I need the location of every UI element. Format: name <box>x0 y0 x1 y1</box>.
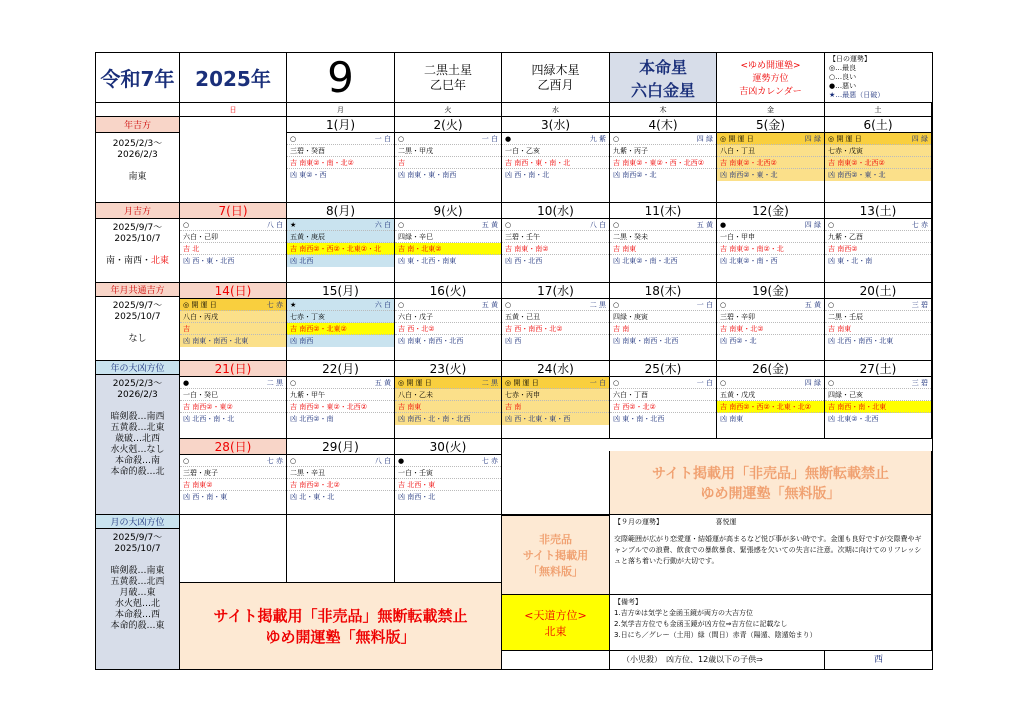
day-fortune-symbol: ● <box>398 457 405 465</box>
day-kyo: 凶 北東②・北西 <box>828 415 879 423</box>
day-fortune-symbol: ◎ 開 運 日 <box>398 379 432 387</box>
day-fortune-symbol: ○ <box>613 135 620 143</box>
legend-3: ●…悪い <box>829 82 857 90</box>
day-cell[interactable] <box>180 283 287 361</box>
day-star: 五 黄 <box>804 301 821 309</box>
year-kyo-range: 2025/2/3〜 2026/2/3 <box>112 379 163 400</box>
day-kyo: 凶 南東・南西・北東 <box>183 337 249 345</box>
day-date: 28(日) <box>180 439 286 455</box>
day-date: 19(金) <box>717 283 824 299</box>
day-kanshi: 三碧・辛卯 <box>720 313 755 321</box>
day-star: 四 緑 <box>911 135 928 143</box>
day-kanshi: 七赤・戊寅 <box>828 147 863 155</box>
day-date: 6(土) <box>825 117 931 133</box>
weekday-5: 金 <box>717 103 825 117</box>
legend-2: ○…良い <box>829 73 857 81</box>
day-kanshi: 一白・壬寅 <box>398 469 433 477</box>
day-fortune-symbol: ○ <box>828 301 835 309</box>
day-cell[interactable] <box>717 203 825 283</box>
legend-cell <box>825 53 932 103</box>
day-kanshi: 八白・丙戌 <box>183 313 218 321</box>
day-kyo: 凶 東・南・北西 <box>613 415 665 423</box>
day-kichi: 吉 南西・東・南・北 <box>505 159 571 167</box>
bottom-empty-3 <box>395 515 502 583</box>
remarks-2: 2.気学吉方位でも金函玉鏡が凶方位⇒吉方位に記載なし <box>614 620 788 628</box>
day-kichi: 吉 南西②・東② <box>183 403 233 411</box>
day-kyo: 凶 南西②・北 <box>613 171 657 179</box>
weekday-6: 土 <box>825 103 932 117</box>
day-fortune-symbol: ○ <box>613 379 620 387</box>
tendo-dir: 北東 <box>544 624 567 638</box>
remarks-cell <box>610 595 932 651</box>
day-star: 八 白 <box>266 221 283 229</box>
day-star: 二 黒 <box>589 301 606 309</box>
day-cell[interactable] <box>825 117 932 203</box>
honmei-cell <box>610 53 717 103</box>
day-fortune-symbol: ● <box>720 221 727 229</box>
day-kyo: 凶 南西・北 <box>398 493 436 501</box>
day-fortune-symbol: ○ <box>183 457 190 465</box>
day-kyo: 凶 東②・西 <box>290 171 327 179</box>
day-kanshi: 二黒・癸未 <box>613 233 648 241</box>
watermark-2b: サイト掲載用 <box>522 549 589 562</box>
year-kichi-label: 年吉方 <box>96 117 180 133</box>
day-kichi: 吉 <box>183 325 190 333</box>
month-kichi-label: 月吉方 <box>96 203 180 219</box>
year-range: 2025/2/3〜 2026/2/3 <box>112 139 163 160</box>
day-cell[interactable] <box>395 283 502 361</box>
day-kanshi: 一白・甲申 <box>720 233 755 241</box>
month-dir-b: 北東 <box>151 256 170 266</box>
day-kichi: 吉 北 <box>183 245 200 253</box>
day-kanshi: 二黒・甲戌 <box>398 147 433 155</box>
year-cell <box>180 53 287 103</box>
day-kanshi: 七赤・丁亥 <box>290 313 325 321</box>
day-cell[interactable] <box>395 203 502 283</box>
day-kyo: 凶 西・南・北 <box>505 171 550 179</box>
day-fortune-symbol: ○ <box>398 135 405 143</box>
day-date: 16(火) <box>395 283 501 299</box>
day-date: 30(火) <box>395 439 501 455</box>
watermark-right <box>610 451 932 515</box>
day-kyo: 凶 北西・南・北 <box>183 415 235 423</box>
day-fortune-symbol: ○ <box>505 301 512 309</box>
day-cell[interactable] <box>395 439 502 515</box>
month-star-cell <box>502 53 610 103</box>
day-kichi: 吉 北西・東 <box>398 481 436 489</box>
day-kanshi: 六白・丁酉 <box>613 391 648 399</box>
day-kanshi: 四緑・庚寅 <box>613 313 648 321</box>
day-kichi: 吉 南東・北② <box>720 325 764 333</box>
weekday-1: 月 <box>287 103 395 117</box>
day-cell[interactable] <box>395 361 502 439</box>
day-fortune-symbol: ● <box>183 379 190 387</box>
day-date: 17(水) <box>502 283 609 299</box>
day-fortune-symbol: ○ <box>613 221 620 229</box>
day-cell[interactable] <box>825 203 932 283</box>
day-kyo: 凶 東・北・南 <box>828 257 873 265</box>
watermark-3a: サイト掲載用「非売品」無断転載禁止 <box>651 465 890 482</box>
month-kichi-range <box>96 219 180 283</box>
day-star: 四 緑 <box>804 135 821 143</box>
day-fortune-symbol: ★ <box>290 301 297 309</box>
title-3: 吉凶カレンダー <box>739 87 802 97</box>
empty-cell-30b <box>502 451 610 515</box>
day-fortune-symbol: ○ <box>290 379 297 387</box>
legend-4: ★…最悪（日破） <box>829 91 885 99</box>
day-star: 六 白 <box>374 221 391 229</box>
day-date: 8(月) <box>287 203 394 219</box>
year-kyo-list: 暗剣殺…南西 五黄殺…北東 歳破…北西 水火剋…なし 本命殺…南 本命的殺…北 <box>110 412 165 477</box>
day-kyo: 凶 西②・北 <box>720 337 757 345</box>
watermark-1a: サイト掲載用「非売品」無断転載禁止 <box>213 607 468 625</box>
common-range-cell <box>96 297 180 361</box>
day-star: 三 碧 <box>911 301 928 309</box>
day-fortune-symbol: ○ <box>720 301 727 309</box>
day-date: 4(木) <box>610 117 716 133</box>
day-kichi: 吉 南西② <box>828 245 858 253</box>
common-label: 年月共通吉方 <box>96 283 180 297</box>
day-fortune-symbol: ○ <box>505 221 512 229</box>
day-cell[interactable] <box>717 117 825 203</box>
day-kyo: 凶 南西②・東・北 <box>828 171 886 179</box>
day-star: 六 白 <box>374 301 391 309</box>
weekday-2: 火 <box>395 103 502 117</box>
day-kichi: 吉 南 <box>613 325 630 333</box>
day-kyo: 凶 北・東・北 <box>290 493 335 501</box>
day-kanshi: 九紫・甲午 <box>290 391 325 399</box>
day-kichi: 吉 南西②・西②・北東・北② <box>720 403 812 411</box>
day-fortune-symbol: ◎ 開 運 日 <box>183 301 217 309</box>
day-date: 25(木) <box>610 361 716 377</box>
day-star: 一 白 <box>589 379 606 387</box>
day-star: 一 白 <box>696 301 713 309</box>
day-star: 二 黒 <box>481 379 498 387</box>
day-cell[interactable] <box>825 361 932 439</box>
month-kyo-range: 2025/9/7〜 2025/10/7 <box>112 533 163 554</box>
day-cell[interactable] <box>610 361 717 439</box>
day-kanshi: 一白・癸巳 <box>183 391 218 399</box>
day-star: 四 緑 <box>804 221 821 229</box>
day-kyo: 凶 東・北西・南東 <box>398 257 457 265</box>
day-kanshi: 六白・戊子 <box>398 313 433 321</box>
day-kichi: 吉 南東②・北西② <box>828 159 885 167</box>
day-kanshi: 二黒・辛丑 <box>290 469 325 477</box>
day-fortune-symbol: ○ <box>290 135 297 143</box>
child-dir: 西 <box>873 655 883 665</box>
watermark-mid <box>502 515 610 595</box>
year-star-2: 乙巳年 <box>429 77 466 92</box>
era-label: 令和7年 <box>100 67 175 91</box>
day-star: 四 緑 <box>804 379 821 387</box>
weekday-blank <box>96 103 180 117</box>
watermark-3b: ゆめ開運塾「無料版」 <box>700 485 841 502</box>
day-kichi: 吉 西・北② <box>398 325 435 333</box>
calendar-sheet <box>95 52 933 670</box>
day-star: 五 黄 <box>481 221 498 229</box>
day-date: 1(月) <box>287 117 394 133</box>
day-kanshi: 三碧・癸酉 <box>290 147 325 155</box>
day-kyo: 凶 西・南・東 <box>183 493 228 501</box>
day-fortune-symbol: ○ <box>398 221 405 229</box>
day-fortune-symbol: ○ <box>828 379 835 387</box>
watermark-2a: 非売品 <box>539 533 572 546</box>
day-date: 10(水) <box>502 203 609 219</box>
bottom-empty-1 <box>180 515 287 583</box>
day-date: 24(水) <box>502 361 609 377</box>
day-star: 一 白 <box>481 135 498 143</box>
day-kichi: 吉 南東・南② <box>505 245 549 253</box>
day-cell[interactable] <box>825 283 932 361</box>
day-kyo: 凶 南西・北・南・北西 <box>398 415 471 423</box>
day-kyo: 凶 南西 <box>290 337 314 345</box>
day-star: 七 赤 <box>481 457 498 465</box>
day-kyo: 凶 北東②・南・西 <box>720 257 778 265</box>
day-date: 13(土) <box>825 203 931 219</box>
fortune-name: 喜悦運 <box>715 518 737 526</box>
watermark-2c: 「無料版」 <box>528 565 583 578</box>
child-label: （小児殺） 凶方位、12歳以下の子供⇒ <box>610 651 825 670</box>
fortune-cell <box>610 515 932 595</box>
day-kichi: 吉 <box>398 159 405 167</box>
day-kyo: 凶 南東・東・南西 <box>398 171 457 179</box>
month-star-2: 乙酉月 <box>537 77 574 92</box>
empty-cell <box>180 117 287 203</box>
day-kanshi: 六白・己卯 <box>183 233 218 241</box>
tendo-cell <box>502 595 610 651</box>
remarks-title: 【備考】 <box>614 598 642 606</box>
day-kichi: 吉 南東②・北西② <box>720 159 777 167</box>
day-kyo: 凶 北西・南西・北東 <box>828 337 894 345</box>
day-kyo: 凶 南東・南西・北西 <box>398 337 464 345</box>
day-kanshi: 八白・丁丑 <box>720 147 755 155</box>
day-date: 12(金) <box>717 203 824 219</box>
day-star: 一 白 <box>374 135 391 143</box>
month-star-1: 四緑木星 <box>531 62 580 77</box>
day-cell[interactable] <box>502 203 610 283</box>
month-kyo-list: 暗剣殺…南東 五黄殺…北西 月破…東 水火剋…北 本命殺…西 本命的殺…東 <box>110 566 165 631</box>
day-cell[interactable] <box>287 283 395 361</box>
day-kyo: 凶 北東②・南・北西 <box>613 257 678 265</box>
day-cell[interactable] <box>717 361 825 439</box>
day-kichi: 吉 南西②・北東② <box>290 325 347 333</box>
day-date: 2(火) <box>395 117 501 133</box>
day-date: 18(木) <box>610 283 716 299</box>
day-star: 二 黒 <box>266 379 283 387</box>
day-kichi: 吉 南東 <box>828 325 852 333</box>
remarks-3: 3.日にち／グレー（土用）緑（間日）赤青（陽遁、陰遁始まり） <box>614 631 817 639</box>
day-fortune-symbol: ◎ 開 運 日 <box>720 135 754 143</box>
day-kyo: 凶 西・北東・東・西 <box>505 415 571 423</box>
day-fortune-symbol: ○ <box>398 301 405 309</box>
day-date: 15(月) <box>287 283 394 299</box>
month-range: 2025/9/7〜 2025/10/7 <box>112 223 163 244</box>
day-date: 9(火) <box>395 203 501 219</box>
day-kichi: 吉 南西②・東②・北西② <box>290 403 368 411</box>
day-cell[interactable] <box>287 117 395 203</box>
day-kyo: 凶 南西②・東・北 <box>720 171 778 179</box>
day-star: 九 紫 <box>589 135 606 143</box>
day-kanshi: 九紫・丙子 <box>613 147 648 155</box>
day-star: 八 白 <box>589 221 606 229</box>
fortune-text: 交際範囲が広がり恋愛運・結婚運が高まるなど悦び事が多い時です。金運も良好ですが交際費やギャンブルでの浪費、飲食での暴飲暴食、緊張感を欠いての失言に注意。次期に向けてのリフレッシュと落ち着いた行動が大切です。 <box>614 535 922 565</box>
day-star: 四 緑 <box>696 135 713 143</box>
day-cell[interactable] <box>287 361 395 439</box>
day-cell[interactable] <box>610 203 717 283</box>
day-date: 5(金) <box>717 117 824 133</box>
day-star: 七 赤 <box>266 301 283 309</box>
day-star: 七 赤 <box>266 457 283 465</box>
day-kichi: 吉 南 <box>505 403 522 411</box>
bottom-empty-2 <box>287 515 395 583</box>
day-kichi: 吉 南東②・東②・西・北西② <box>613 159 705 167</box>
honmei-1: 本命星 <box>638 57 687 77</box>
day-kichi: 吉 南西②・北② <box>290 481 340 489</box>
day-cell[interactable] <box>717 283 825 361</box>
weekday-3: 水 <box>502 103 610 117</box>
year-kyo-label: 年の大凶方位 <box>96 361 180 375</box>
month-kyo-label: 月の大凶方位 <box>96 515 180 529</box>
remarks-1: 1.吉方②は気学と金函玉鏡が両方の大吉方位 <box>614 609 753 617</box>
day-star: 八 白 <box>374 457 391 465</box>
day-date: 14(日) <box>180 283 286 299</box>
year-dir: 南東 <box>128 172 147 182</box>
day-kanshi: 二黒・壬辰 <box>828 313 863 321</box>
year-label: 2025年 <box>195 67 271 91</box>
day-fortune-symbol: ○ <box>290 457 297 465</box>
day-kichi: 吉 南西②・西②・北東②・北 <box>290 245 382 253</box>
day-kanshi: 九紫・乙酉 <box>828 233 863 241</box>
day-fortune-symbol: ◎ 開 運 日 <box>505 379 539 387</box>
day-kanshi: 四緑・己亥 <box>828 391 863 399</box>
day-cell[interactable] <box>180 439 287 515</box>
month-dir-a: 南・南西・ <box>105 256 151 266</box>
era-cell <box>96 53 180 103</box>
day-date: 21(日) <box>180 361 286 377</box>
day-kichi: 吉 南東 <box>398 403 422 411</box>
day-fortune-symbol: ○ <box>613 301 620 309</box>
day-date: 27(土) <box>825 361 931 377</box>
watermark-1b: ゆめ開運塾「無料版」 <box>265 628 416 646</box>
day-kanshi: 七赤・丙申 <box>505 391 540 399</box>
day-star: 七 赤 <box>911 221 928 229</box>
day-star: 五 黄 <box>481 301 498 309</box>
day-kyo: 凶 西 <box>505 337 522 345</box>
day-cell[interactable] <box>287 439 395 515</box>
day-cell[interactable] <box>502 117 610 203</box>
day-kanshi: 五黄・戊戌 <box>720 391 755 399</box>
day-date: 20(土) <box>825 283 931 299</box>
fortune-title: 【９月の運勢】 <box>614 518 660 526</box>
day-cell[interactable] <box>610 283 717 361</box>
day-kyo: 凶 南東・南西・北西 <box>613 337 679 345</box>
day-fortune-symbol: ● <box>505 135 512 143</box>
day-kanshi: 八白・乙未 <box>398 391 433 399</box>
month-kyo-cell <box>96 529 180 670</box>
day-fortune-symbol: ○ <box>720 379 727 387</box>
day-date: 23(火) <box>395 361 501 377</box>
day-cell[interactable] <box>180 203 287 283</box>
day-star: 五 黄 <box>374 379 391 387</box>
day-fortune-symbol: ★ <box>290 221 297 229</box>
day-fortune-symbol: ◎ 開 運 日 <box>828 135 862 143</box>
day-kichi: 吉 南・北東② <box>398 245 442 253</box>
day-fortune-symbol: ○ <box>828 221 835 229</box>
title-1: <ゆめ開運塾> <box>740 61 801 71</box>
day-kichi: 吉 南東② <box>183 481 213 489</box>
day-star: 五 黄 <box>696 221 713 229</box>
day-date: 26(金) <box>717 361 824 377</box>
day-kichi: 吉 南東 <box>613 245 637 253</box>
day-kichi: 吉 西②・北② <box>613 403 656 411</box>
title-cell <box>717 53 825 103</box>
day-kanshi: 三碧・壬午 <box>505 233 540 241</box>
empty-under-tendo <box>502 651 610 670</box>
legend-title: 【日の運勢】 <box>829 55 871 63</box>
day-kanshi: 五黄・己丑 <box>505 313 540 321</box>
day-kanshi: 三碧・庚子 <box>183 469 218 477</box>
common-range: 2025/9/7〜 2025/10/7 <box>112 301 163 322</box>
day-cell[interactable] <box>502 361 610 439</box>
day-kyo: 凶 南東 <box>720 415 744 423</box>
weekday-0: 日 <box>180 103 287 117</box>
day-kanshi: 五黄・庚辰 <box>290 233 325 241</box>
weekday-4: 木 <box>610 103 717 117</box>
day-kyo: 凶 西・北西 <box>505 257 543 265</box>
legend-1: ◎…最良 <box>829 64 857 72</box>
day-fortune-symbol: ○ <box>183 221 190 229</box>
day-date: 29(月) <box>287 439 394 455</box>
year-kichi-range <box>96 133 180 203</box>
day-date: 22(月) <box>287 361 394 377</box>
day-kichi: 吉 南東②・南②・北 <box>720 245 784 253</box>
common-dir: なし <box>128 334 147 344</box>
day-kichi: 吉 南西・南・北東 <box>828 403 887 411</box>
year-star-cell <box>395 53 502 103</box>
day-date: 7(日) <box>180 203 286 219</box>
watermark-left <box>180 583 502 670</box>
month-cell <box>287 53 395 103</box>
tendo-label: <天道方位> <box>524 608 587 622</box>
day-kanshi: 四緑・辛巳 <box>398 233 433 241</box>
day-cell[interactable] <box>502 283 610 361</box>
day-kyo: 凶 北西②・南 <box>290 415 334 423</box>
year-kyo-cell <box>96 375 180 515</box>
title-2: 運勢方位 <box>752 74 789 84</box>
day-cell[interactable] <box>287 203 395 283</box>
day-kanshi: 一白・乙亥 <box>505 147 540 155</box>
day-star: 一 白 <box>696 379 713 387</box>
year-star-1: 二黒土星 <box>423 62 472 77</box>
month-number: 9 <box>327 53 354 102</box>
day-kyo: 凶 西・東・北西 <box>183 257 235 265</box>
day-kichi: 吉 西・南西・北② <box>505 325 563 333</box>
day-date: 3(水) <box>502 117 609 133</box>
day-cell[interactable] <box>180 361 287 439</box>
day-kichi: 吉 南東②・南・北② <box>290 159 354 167</box>
honmei-2: 六白金星 <box>630 80 695 100</box>
day-cell[interactable] <box>395 117 502 203</box>
day-kyo: 凶 北西 <box>290 257 314 265</box>
day-star: 三 碧 <box>911 379 928 387</box>
day-cell[interactable] <box>610 117 717 203</box>
day-date: 11(木) <box>610 203 716 219</box>
